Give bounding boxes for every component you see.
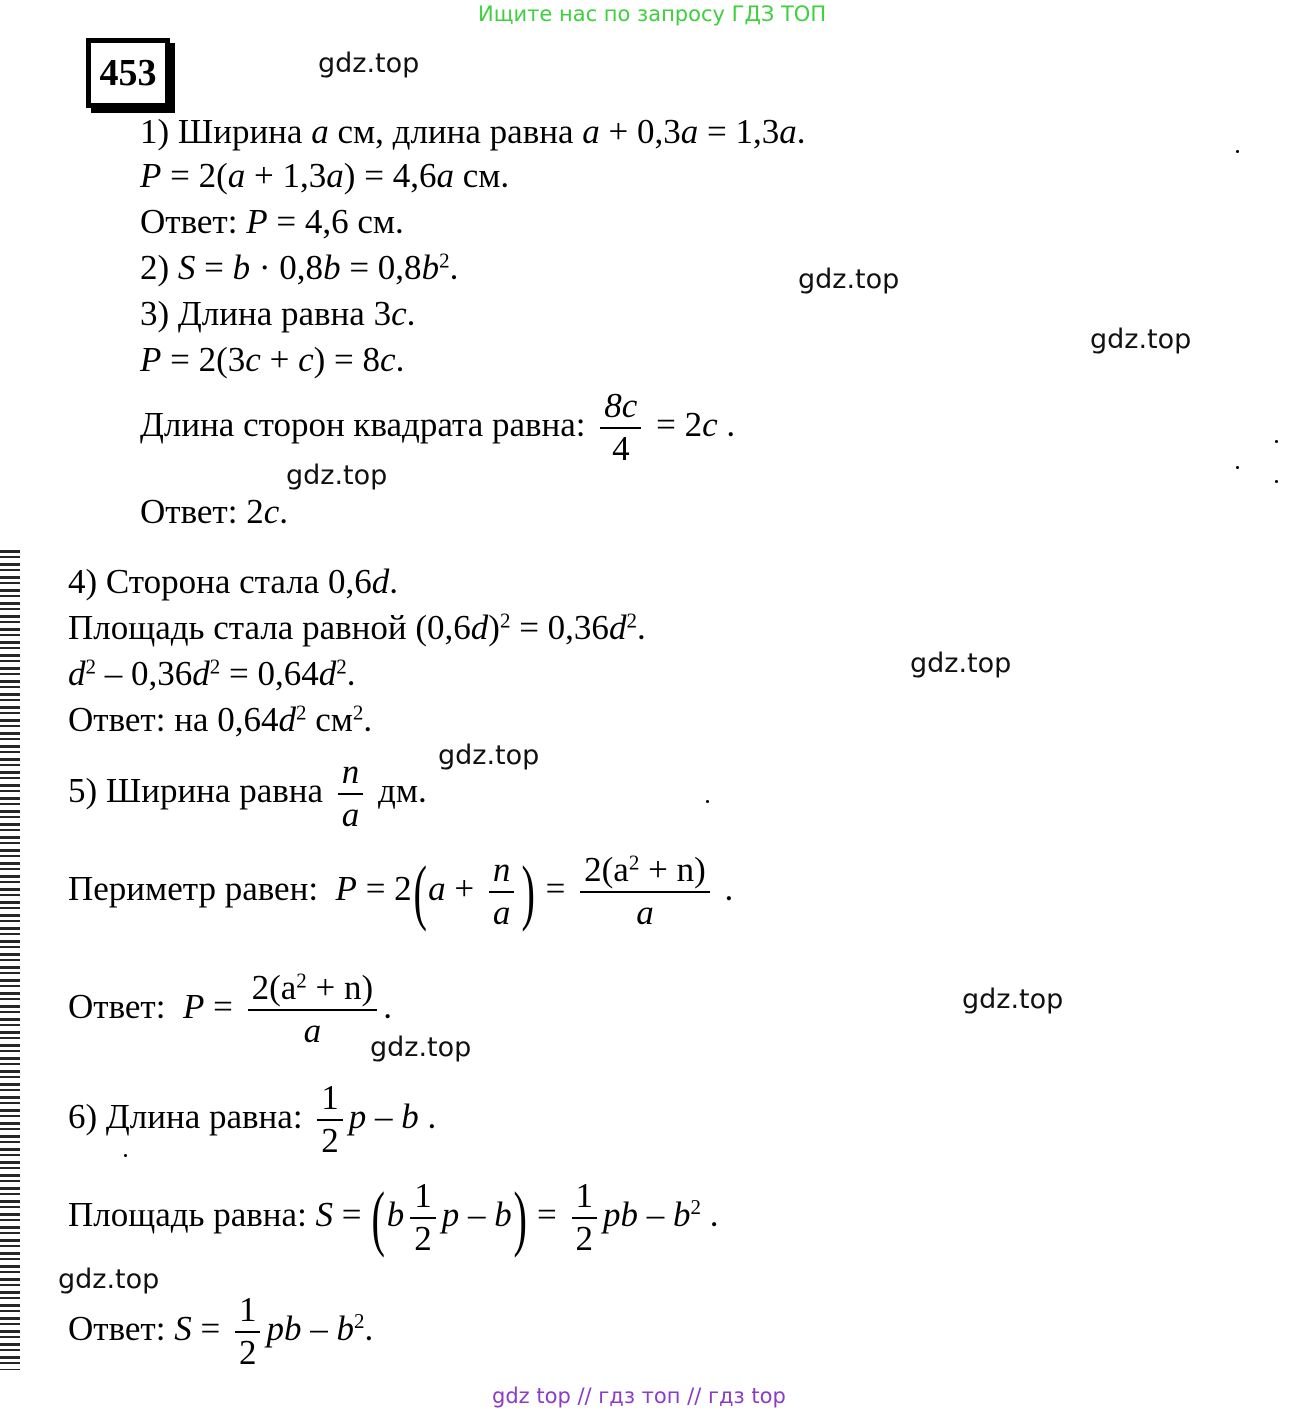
fraction: $\frac{2(a^2 + n)}{a}$: [248, 970, 378, 1050]
top-banner: Ищите нас по запросу ГДЗ ТОП: [478, 2, 827, 26]
fraction: $\frac{8c}{4}$: [600, 388, 641, 468]
part6-area: Площадь равна: S = (b $\frac{1}{2}$ p – b) = $\frac{1}{2}$ pb – $b^2$ .: [68, 1176, 719, 1258]
part1-line1: 1) Ширина a см, длина равна a + 0,3a = 1,3a.: [140, 112, 806, 151]
part3-perimeter: P = 2(3c + c) = 8c.: [140, 340, 405, 379]
fraction: $\frac{n}{a}$: [338, 754, 364, 834]
part1-answer: Ответ: P = 4,6 см.: [140, 202, 404, 241]
scan-dot: [1275, 480, 1278, 483]
watermark: gdz.top: [286, 460, 388, 491]
bottom-banner: gdz top // гдз топ // гдз top: [492, 1384, 786, 1408]
scan-dot: [1236, 150, 1239, 153]
part3-answer: Ответ: 2c.: [140, 492, 288, 531]
fraction: $\frac{n}{a}$: [489, 852, 515, 932]
part5-perimeter: Периметр равен: P = 2(a + $\frac{n}{a}$ ) = $\frac{2(a^2 + n)}{a}$ .: [68, 850, 734, 932]
part4-answer: Ответ: на $0,64d^2$ $см^2$.: [68, 700, 373, 739]
part6-answer: Ответ: S = $\frac{1}{2}$ pb – $b^2$.: [68, 1290, 374, 1372]
part5-answer: Ответ: P = $\frac{2(a^2 + n)}{a}$ .: [68, 968, 392, 1050]
watermark: gdz.top: [962, 984, 1064, 1015]
scan-dot: [1275, 440, 1278, 443]
scan-edge-artifact: [0, 550, 20, 1370]
fraction: $\frac{1}{2}$: [572, 1178, 598, 1258]
part4-difference: $d^2 - 0,36d^2 = 0,64d^2$.: [68, 654, 356, 693]
part4-area: Площадь стала равной $(0,6d)^2 = 0,36d^2$.: [68, 608, 646, 647]
fraction: $\frac{1}{2}$: [235, 1292, 261, 1372]
part3-line1: 3) Длина равна 3c.: [140, 294, 416, 333]
watermark: gdz.top: [438, 740, 540, 771]
watermark: gdz.top: [370, 1032, 472, 1063]
part1-perimeter: P = 2(a + 1,3a) = 4,6a см.: [140, 156, 510, 195]
watermark: gdz.top: [58, 1264, 160, 1295]
part6-length: 6) Длина равна: $\frac{1}{2}$ p – b .: [68, 1078, 437, 1160]
fraction: $\frac{2(a^2 + n)}{a}$: [580, 852, 710, 932]
scan-dot: [124, 1154, 127, 1157]
watermark: gdz.top: [1090, 324, 1192, 355]
part2-line: 2) $S = b \cdot 0,8b = 0,8b^2$.: [140, 248, 459, 287]
part3-square-side: Длина сторон квадрата равна: $\frac{8c}{4}$ = 2c .: [140, 386, 736, 468]
watermark: gdz.top: [318, 48, 420, 79]
watermark: gdz.top: [798, 264, 900, 295]
fraction: $\frac{1}{2}$: [317, 1080, 343, 1160]
problem-number-badge: 453: [86, 38, 170, 108]
fraction: $\frac{1}{2}$: [410, 1178, 436, 1258]
scan-dot: [1236, 466, 1239, 469]
watermark: gdz.top: [910, 648, 1012, 679]
part4-line1: 4) Сторона стала 0,6d.: [68, 562, 398, 601]
scan-dot: [706, 800, 709, 803]
part5-width: 5) Ширина равна $\frac{n}{a}$ дм.: [68, 752, 427, 834]
